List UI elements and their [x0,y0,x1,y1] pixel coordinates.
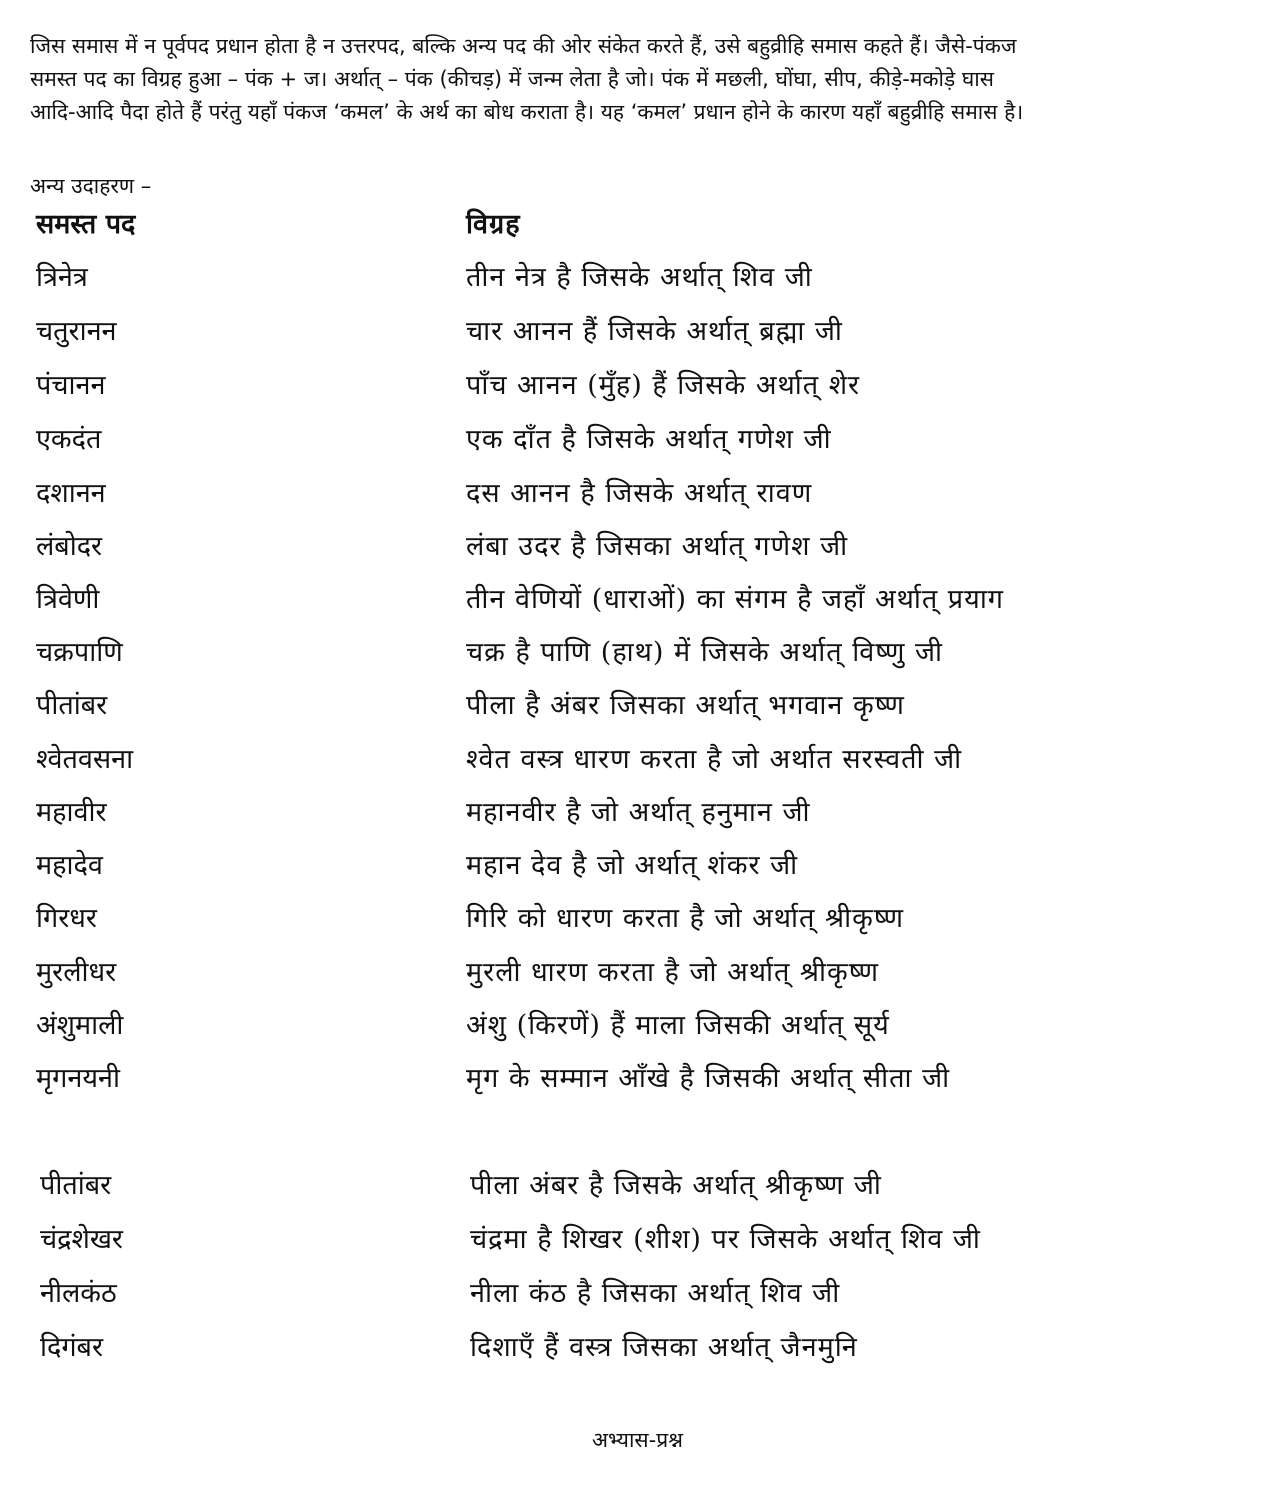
meaning-cell: गिरि को धारण करता है जो अर्थात् श्रीकृष्ण [466,903,905,934]
meaning-cell: तीन नेत्र है जिसके अर्थात् शिव जी [466,262,813,293]
table-row [0,1006,1275,1050]
meaning-cell: मुरली धारण करता है जो अर्थात् श्रीकृष्ण [466,957,879,988]
meaning-cell: दस आनन है जिसके अर्थात् रावण [466,478,813,509]
meaning-cell: श्वेत वस्त्र धारण करता है जो अर्थात सरस्वती जी [466,744,963,775]
term-cell: त्रिवेणी [36,584,100,615]
term-cell: दिगंबर [40,1332,103,1363]
term-cell: मृगनयनी [36,1063,120,1094]
term-cell: एकदंत [36,424,102,455]
term-cell: श्वेतवसना [36,744,134,775]
table-row [0,953,1275,997]
term-cell: चक्रपाणि [36,637,123,668]
meaning-cell: चंद्रमा है शिखर (शीश) पर जिसके अर्थात् शिव जी [470,1224,981,1255]
table-row [0,793,1275,837]
term-cell: नीलकंठ [40,1278,117,1309]
table-row [0,1166,1275,1210]
table-row [0,633,1275,677]
table-row [0,420,1275,464]
meaning-cell: पाँच आनन (मुँह) हैं जिसके अर्थात् शेर [466,370,861,401]
meaning-column-header: विग्रह [466,209,521,240]
table-row [0,474,1275,518]
term-cell: अंशुमाली [36,1010,124,1041]
term-cell: चंद्रशेखर [40,1224,123,1255]
table-row [0,527,1275,571]
term-cell: दशानन [36,478,106,509]
meaning-cell: तीन वेणियों (धाराओं) का संगम है जहाँ अर्थात् प्रयाग [466,584,1005,615]
term-cell: महादेव [36,850,103,881]
meaning-cell: पीला है अंबर जिसका अर्थात् भगवान कृष्ण [466,690,905,721]
table-row [0,366,1275,410]
term-cell: महावीर [36,797,107,828]
meaning-cell: एक दाँत है जिसके अर्थात् गणेश जी [466,424,832,455]
term-cell: पीतांबर [40,1170,112,1201]
table-row [0,258,1275,302]
table-row [0,740,1275,784]
table-row [0,1220,1275,1264]
meaning-cell: मृग के सम्मान आँखे है जिसकी अर्थात् सीता जी [466,1063,951,1094]
meaning-cell: चक्र है पाणि (हाथ) में जिसके अर्थात् विष्णु जी [466,637,944,668]
meaning-cell: लंबा उदर है जिसका अर्थात् गणेश जी [466,531,849,562]
meaning-cell: दिशाएँ हैं वस्त्र जिसका अर्थात् जैनमुनि [470,1332,858,1363]
meaning-cell: अंशु (किरणें) हैं माला जिसकी अर्थात् सूर्य [466,1010,890,1041]
meaning-cell: महान देव है जो अर्थात् शंकर जी [466,850,799,881]
meaning-cell: पीला अंबर है जिसके अर्थात् श्रीकृष्ण जी [470,1170,882,1201]
examples-label: अन्य उदाहरण – [30,174,152,198]
term-cell: चतुरानन [36,316,117,347]
term-cell: लंबोदर [36,531,103,562]
term-cell: पीतांबर [36,690,108,721]
meaning-cell: चार आनन हैं जिसके अर्थात् ब्रह्मा जी [466,316,843,347]
intro-line: समस्त पद का विग्रह हुआ – पंक + ज। अर्थात् – पंक (कीचड़) में जन्म लेता है जो। पंक में मछली, घोंघा, सीप, कीड़े-मकोड़े घास [30,67,994,91]
table-row [0,846,1275,890]
term-cell: गिरधर [36,903,97,934]
table-row [0,1059,1275,1103]
meaning-cell: महानवीर है जो अर्थात् हनुमान जी [466,797,811,828]
exercise-heading: अभ्यास-प्रश्न [592,1428,683,1452]
term-cell: पंचानन [36,370,106,401]
table-header [0,205,1275,249]
intro-line: जिस समास में न पूर्वपद प्रधान होता है न उत्तरपद, बल्कि अन्य पद की ओर संकेत करते हैं, उसे बहुव्रीहि समास कहते हैं। जैसे-पंकज [30,34,1017,58]
table-row [0,580,1275,624]
term-cell: मुरलीधर [36,957,117,988]
table-row [0,899,1275,943]
table-row [0,686,1275,730]
term-column-header: समस्त पद [36,209,136,240]
meaning-cell: नीला कंठ है जिसका अर्थात् शिव जी [470,1278,841,1309]
table-row [0,1274,1275,1318]
intro-line: आदि-आदि पैदा होते हैं परंतु यहाँ पंकज ‘कमल’ के अर्थ का बोध कराता है। यह ‘कमल’ प्रधान होने के कारण यहाँ बहुव्रीहि समास है। [30,100,1024,124]
term-cell: त्रिनेत्र [36,262,88,293]
table-row [0,1328,1275,1372]
table-row [0,312,1275,356]
